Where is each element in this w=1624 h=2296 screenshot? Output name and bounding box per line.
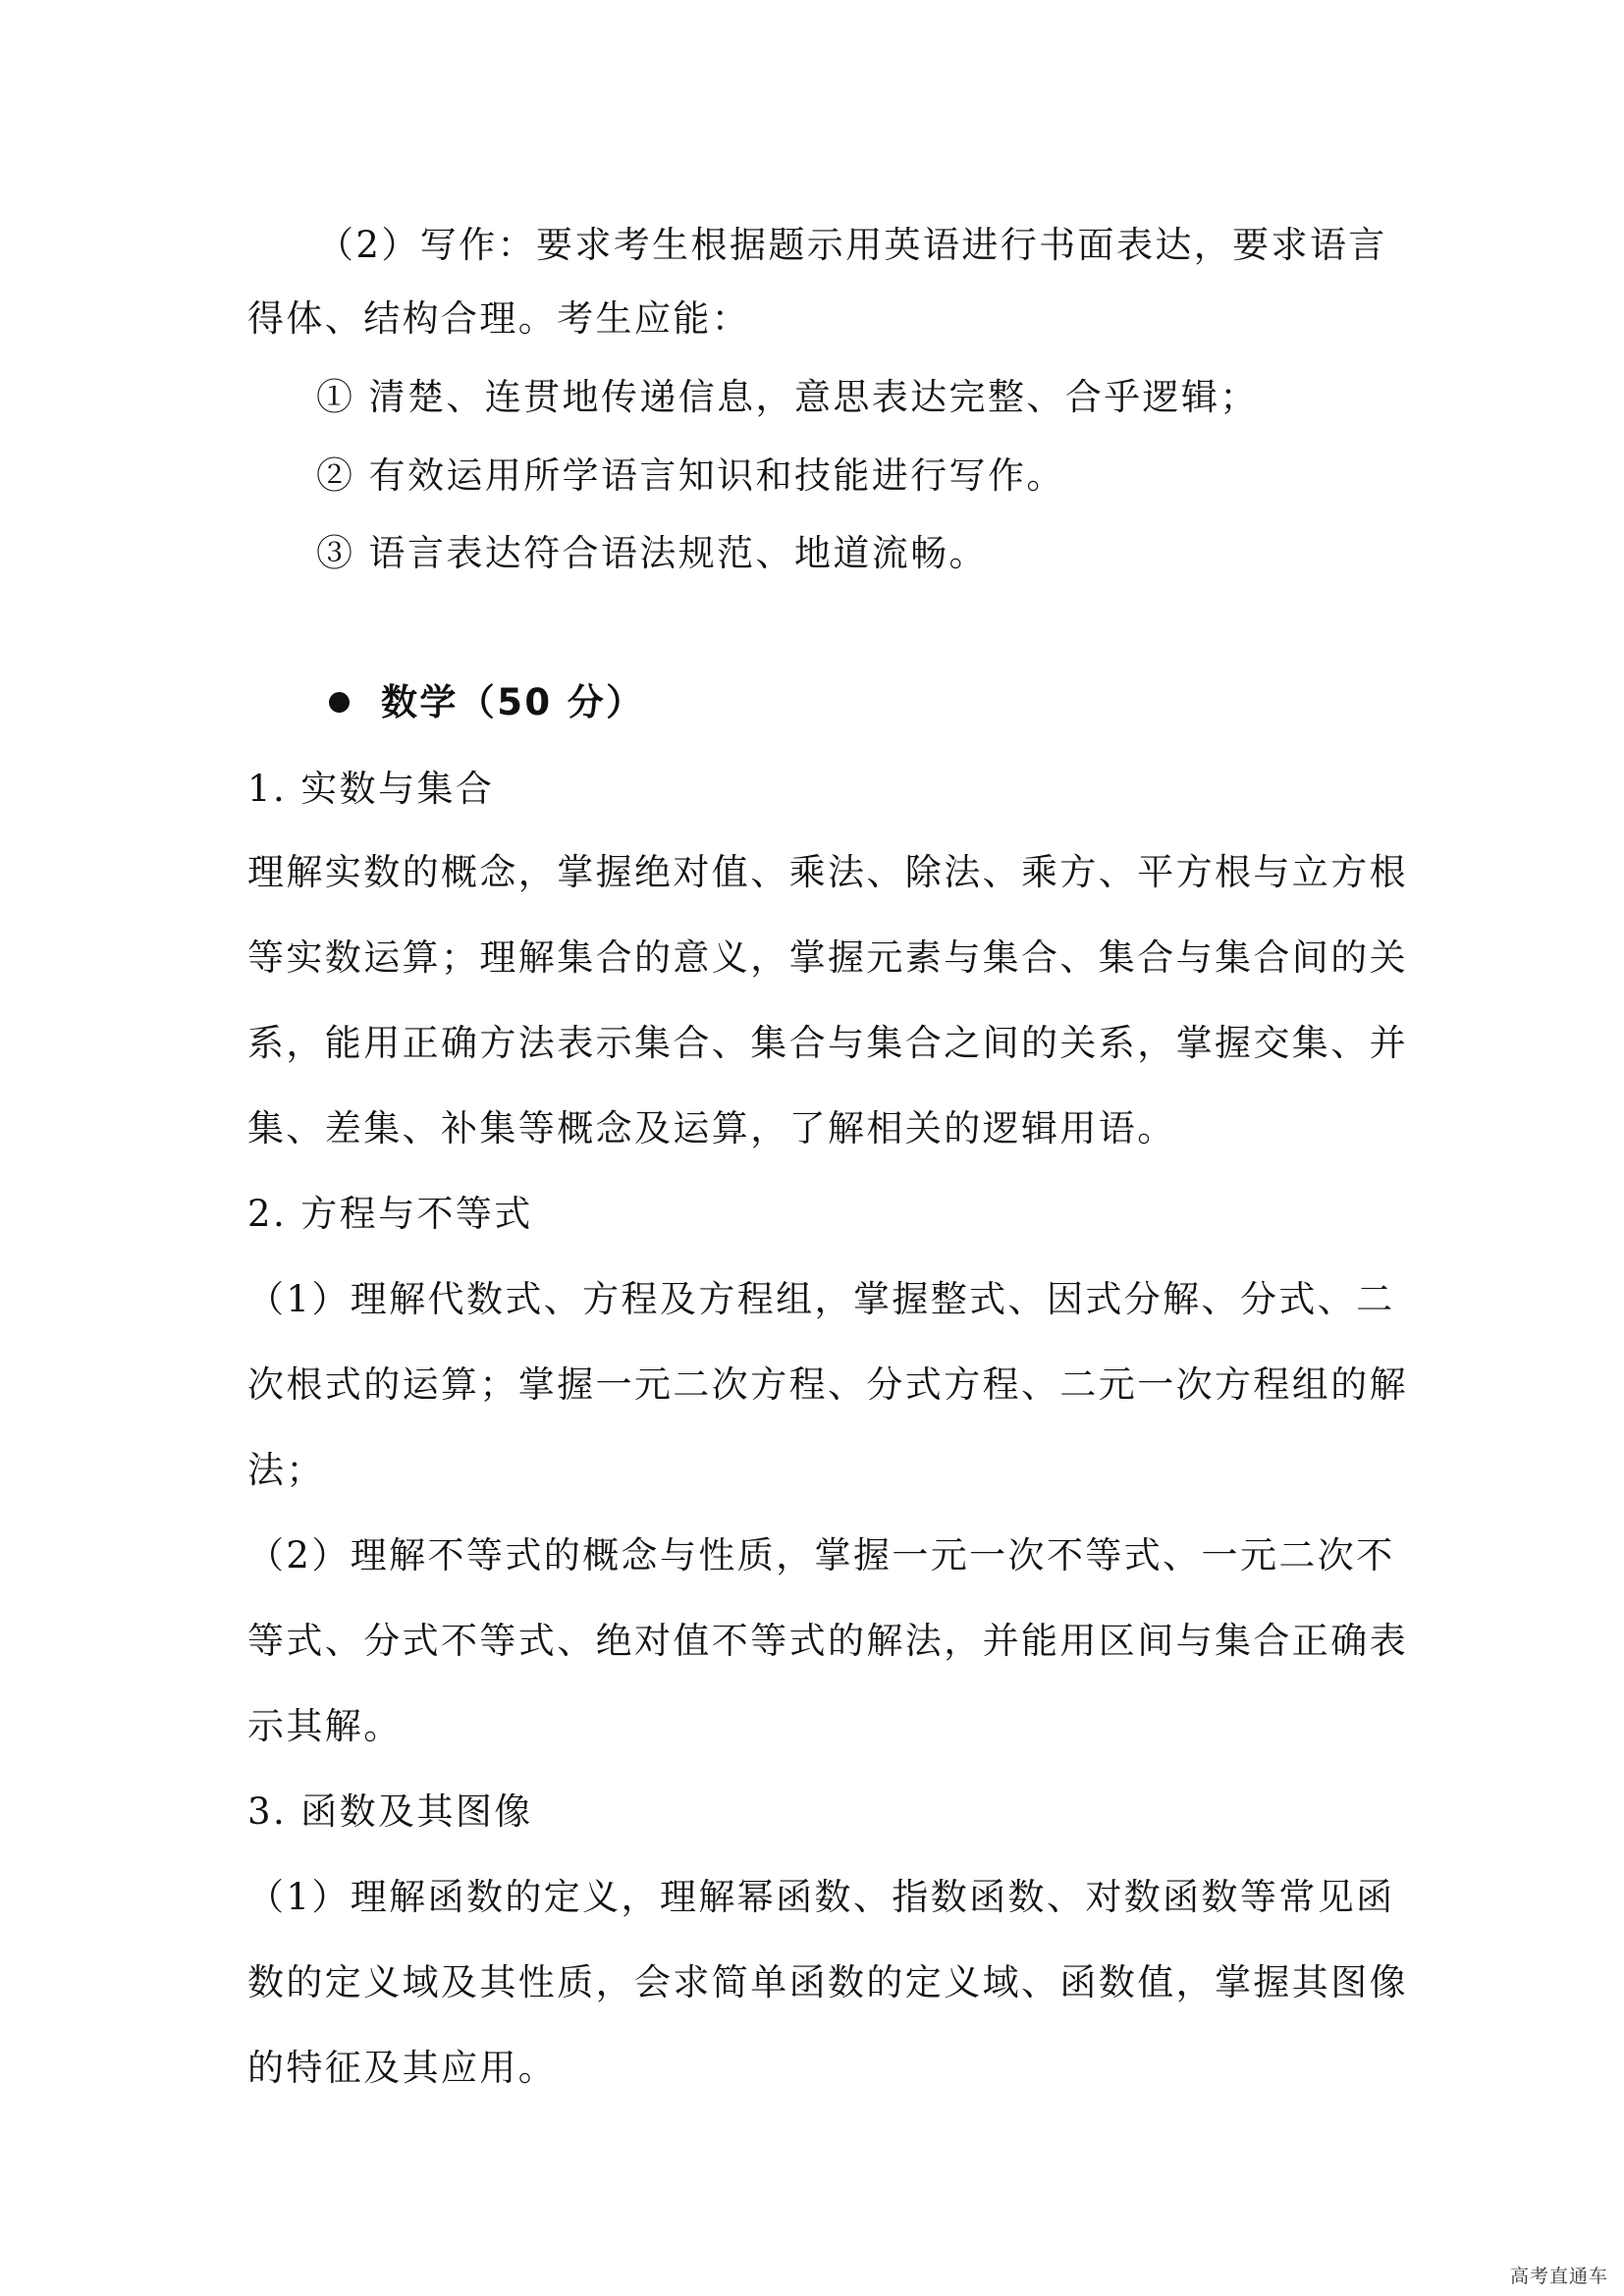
section-2-p2-line-2: 等式、分式不等式、绝对值不等式的解法，并能用区间与集合正确表 [247, 1620, 1408, 1662]
writing-item-2: ② 有效运用所学语言知识和技能进行写作。 [316, 454, 1065, 497]
section-3-p1-line-3: 的特征及其应用。 [247, 2047, 558, 2089]
section-3-p1-line-2: 数的定义域及其性质，会求简单函数的定义域、函数值，掌握其图像 [247, 1961, 1408, 2003]
section-3-p1-line-1: （1）理解函数的定义，理解幂函数、指数函数、对数函数等常见函 [247, 1876, 1395, 1918]
section-2-p1-line-1: （1）理解代数式、方程及方程组，掌握整式、因式分解、分式、二 [247, 1278, 1395, 1320]
watermark: 高考直通车 [1509, 2266, 1608, 2287]
section-1-line-2: 等实数运算；理解集合的意义，掌握元素与集合、集合与集合间的关 [247, 936, 1408, 979]
writing-intro-line-1: （2）写作：要求考生根据题示用英语进行书面表达，要求语言 [317, 224, 1387, 266]
bullet-icon [329, 692, 350, 713]
section-2-p1-line-2: 次根式的运算；掌握一元二次方程、分式方程、二元一次方程组的解 [247, 1363, 1408, 1406]
section-1-line-1: 理解实数的概念，掌握绝对值、乘法、除法、乘方、平方根与立方根 [247, 851, 1408, 893]
section-1-title: 1. 实数与集合 [247, 768, 495, 810]
section-1-line-4: 集、差集、补集等概念及运算，了解相关的逻辑用语。 [247, 1107, 1176, 1149]
math-heading: 数学（50 分） [381, 681, 645, 723]
section-3-title: 3. 函数及其图像 [247, 1790, 533, 1833]
section-1-line-3: 系，能用正确方法表示集合、集合与集合之间的关系，掌握交集、并 [247, 1022, 1408, 1064]
writing-item-1: ① 清楚、连贯地传递信息，意思表达完整、合乎逻辑； [316, 376, 1259, 418]
section-2-p2-line-1: （2）理解不等式的概念与性质，掌握一元一次不等式、一元二次不 [247, 1534, 1395, 1576]
section-2-p2-line-3: 示其解。 [247, 1705, 403, 1747]
writing-intro-line-2: 得体、结构合理。考生应能： [247, 297, 751, 340]
section-2-title: 2. 方程与不等式 [247, 1193, 533, 1235]
section-2-p1-line-3: 法； [247, 1449, 325, 1491]
writing-item-3: ③ 语言表达符合语法规范、地道流畅。 [316, 532, 988, 574]
